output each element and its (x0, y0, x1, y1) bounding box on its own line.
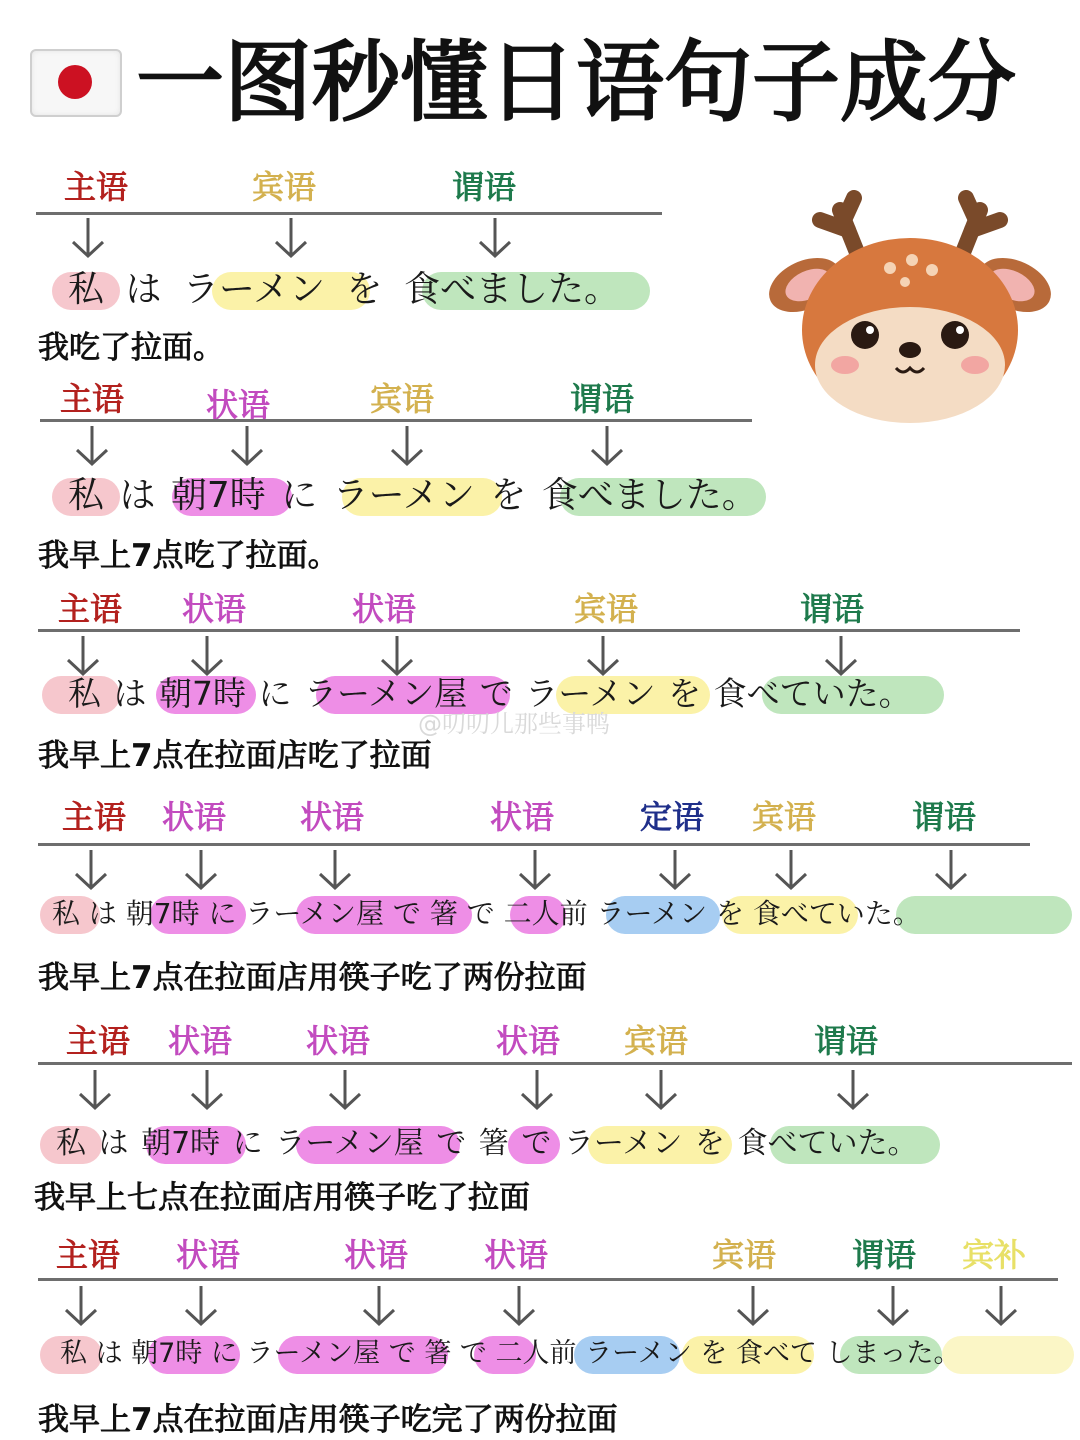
label-adverbial: 状语 (484, 1236, 549, 1274)
down-arrow-icon (926, 848, 976, 892)
title-row (30, 28, 1016, 138)
japanese-sentence: 私 は 朝7時 に ラーメン屋 で 箸 で 二人前 ラーメン を 食べて しまった。 (60, 1338, 961, 1369)
japanese-sentence: 私 は 朝7時 に ラーメン を 食べました。 (68, 475, 758, 516)
japanese-sentence: 私 は 朝7時 に ラーメン屋 で 箸 で ラーメン を 食べていた。 (56, 1126, 918, 1161)
divider-line (36, 212, 662, 215)
watermark: @叨叨儿那些事鸭 (418, 710, 610, 738)
label-subject: 主语 (64, 168, 129, 206)
down-arrow-icon (494, 1284, 544, 1328)
chinese-translation: 我早上7点在拉面店用筷子吃了两份拉面 (38, 960, 587, 996)
label-adverbial: 状语 (182, 590, 247, 628)
down-arrow-icon (976, 1284, 1026, 1328)
divider-line (40, 419, 752, 422)
highlight-complement (942, 1336, 1074, 1374)
divider-line (38, 1062, 1072, 1065)
down-arrow-icon (766, 848, 816, 892)
down-arrow-icon (56, 1284, 106, 1328)
chinese-translation: 我早上七点在拉面店用筷子吃了拉面 (34, 1180, 530, 1216)
japanese-sentence: 私 は ラーメン を 食べました。 (68, 269, 620, 310)
label-adverbial: 状语 (306, 1022, 371, 1060)
down-arrow-icon (354, 1284, 404, 1328)
label-subject: 主语 (62, 798, 127, 836)
down-arrow-icon (266, 216, 316, 260)
down-arrow-icon (63, 216, 113, 260)
page-title: 一图秒懂日语句子成分 (136, 31, 1017, 134)
label-object: 宾语 (712, 1236, 777, 1274)
label-object: 宾语 (252, 168, 317, 206)
down-arrow-icon (512, 1068, 562, 1112)
highlight-predicate (896, 896, 1072, 934)
down-arrow-icon (67, 424, 117, 468)
label-predicate: 谓语 (852, 1236, 917, 1274)
deer-face-icon (760, 190, 1060, 430)
down-arrow-icon (650, 848, 700, 892)
down-arrow-icon (176, 1284, 226, 1328)
label-predicate: 谓语 (814, 1022, 879, 1060)
chinese-translation: 我吃了拉面。 (38, 330, 224, 366)
label-adverbial: 状语 (176, 1236, 241, 1274)
japanese-sentence: 私 は 朝7時 に ラーメン屋 で ラーメン を 食べていた。 (68, 674, 912, 713)
down-arrow-icon (868, 1284, 918, 1328)
label-object: 宾语 (574, 590, 639, 628)
japanese-sentence: 私 は 朝7時 に ラーメン屋 で 箸 で 二人前 ラーメン を 食べていた。 (52, 897, 921, 930)
label-subject: 主语 (66, 1022, 131, 1060)
label-adverbial: 状语 (344, 1236, 409, 1274)
label-complement: 宾补 (962, 1236, 1027, 1274)
down-arrow-icon (182, 1068, 232, 1112)
down-arrow-icon (470, 216, 520, 260)
down-arrow-icon (320, 1068, 370, 1112)
down-arrow-icon (70, 1068, 120, 1112)
label-adverbial: 状语 (352, 590, 417, 628)
down-arrow-icon (222, 424, 272, 468)
down-arrow-icon (176, 848, 226, 892)
down-arrow-icon (636, 1068, 686, 1112)
chinese-translation: 我早上7点在拉面店吃了拉面 (38, 738, 432, 774)
label-subject: 主语 (60, 380, 125, 418)
label-adverbial: 状语 (162, 798, 227, 836)
down-arrow-icon (66, 848, 116, 892)
label-adverbial: 状语 (168, 1022, 233, 1060)
label-object: 宾语 (624, 1022, 689, 1060)
label-adverbial: 状语 (300, 798, 365, 836)
divider-line (38, 629, 1020, 632)
label-attributive: 定语 (640, 798, 705, 836)
label-adverbial: 状语 (496, 1022, 561, 1060)
down-arrow-icon (828, 1068, 878, 1112)
chinese-translation: 我早上7点在拉面店用筷子吃完了两份拉面 (38, 1402, 618, 1438)
down-arrow-icon (510, 848, 560, 892)
chinese-translation: 我早上7点吃了拉面。 (38, 538, 339, 574)
label-subject: 主语 (56, 1236, 121, 1274)
japan-flag-icon (30, 49, 122, 117)
divider-line (38, 843, 1030, 846)
label-predicate: 谓语 (452, 168, 517, 206)
down-arrow-icon (310, 848, 360, 892)
divider-line (38, 1278, 1058, 1281)
label-adverbial: 状语 (490, 798, 555, 836)
label-predicate: 谓语 (570, 380, 635, 418)
down-arrow-icon (582, 424, 632, 468)
label-subject: 主语 (58, 590, 123, 628)
down-arrow-icon (728, 1284, 778, 1328)
label-object: 宾语 (752, 798, 817, 836)
label-predicate: 谓语 (912, 798, 977, 836)
down-arrow-icon (382, 424, 432, 468)
label-predicate: 谓语 (800, 590, 865, 628)
label-object: 宾语 (370, 380, 435, 418)
label-adverbial: 状语 (206, 386, 271, 424)
